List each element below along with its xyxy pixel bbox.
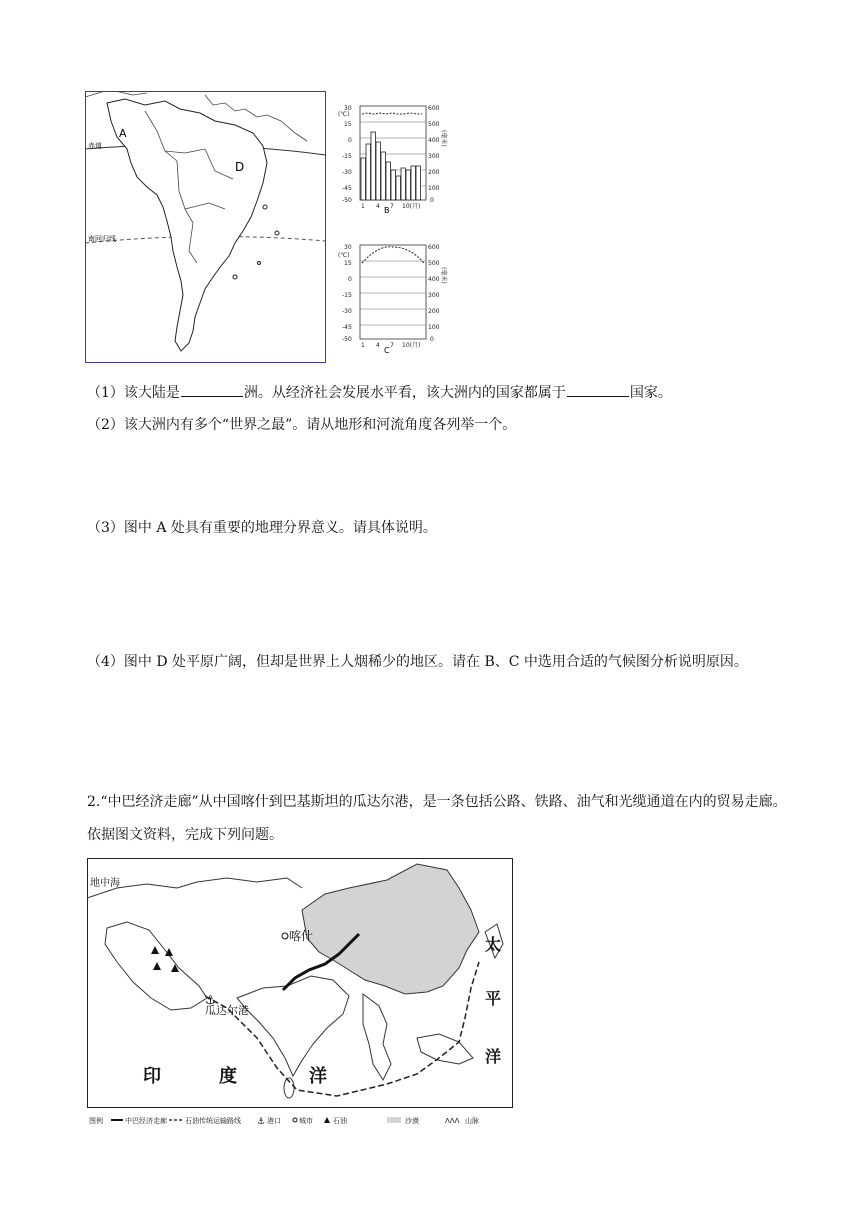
climate-chart-b (338, 100, 458, 216)
month-tick: 1 (361, 203, 365, 210)
temp-tick: -30 (342, 308, 352, 315)
precip-tick: 500 (428, 260, 440, 267)
precip-tick: 0 (430, 336, 434, 343)
temp-tick: 0 (348, 137, 352, 144)
indian-ocean-char-2: 度 (219, 1066, 237, 1087)
legend-mountain: 山脉 (465, 1117, 479, 1125)
precip-tick: 100 (428, 185, 440, 192)
question-1-part-c: 国家。 (629, 385, 672, 401)
month-tick: 7 (390, 203, 394, 210)
question-2: （2）该大洲内有多个“世界之最”。请从地形和河流角度各列举一个。 (87, 417, 517, 433)
precip-tick: 200 (428, 169, 440, 176)
south-america-map (85, 91, 326, 363)
legend-anchor-icon: ⚓ (257, 1117, 266, 1127)
precip-tick: 300 (428, 153, 440, 160)
temp-tick: -30 (342, 169, 352, 176)
temp-tick: 30 (344, 105, 352, 112)
temp-unit-c: (℃) (338, 252, 350, 259)
temp-tick: -15 (342, 292, 352, 299)
legend-oil: 石油 (333, 1117, 347, 1125)
month-tick: 4 (376, 342, 380, 349)
mediterranean-label: 地中海 (90, 878, 120, 889)
kashgar-label: 喀什 (289, 929, 314, 943)
legend-oil-route: 石油传统运输路线 (185, 1117, 241, 1125)
precip-tick: 600 (428, 105, 440, 112)
legend-desert: 沙漠 (405, 1117, 419, 1125)
month-tick: 1 (361, 342, 365, 349)
legend-title: 图例 (89, 1117, 103, 1125)
question-1-part-b: 洲。从经济社会发展水平看，该大洲内的国家都属于 (243, 385, 566, 401)
legend-port: 港口 (267, 1117, 281, 1125)
equator-label: 赤道 (88, 142, 102, 150)
precip-tick: 500 (428, 121, 440, 128)
temp-tick: -15 (342, 153, 352, 160)
corridor-map (87, 858, 513, 1128)
pacific-char-3: 洋 (485, 1047, 502, 1066)
gwadar-label: 瓜达尔港 (205, 1004, 249, 1017)
answer-blank-continent[interactable] (181, 382, 243, 397)
temp-tick: 0 (348, 276, 352, 283)
temp-unit-b: (℃) (338, 111, 350, 118)
precip-tick: 400 (428, 276, 440, 283)
question-1 (87, 382, 672, 403)
anchor-icon: ⚓ (205, 993, 216, 1007)
temp-tick: -50 (342, 197, 352, 204)
temp-tick: -45 (342, 324, 352, 331)
month-tick: 7 (390, 342, 394, 349)
month-tick: 4 (376, 203, 380, 210)
temp-tick: -45 (342, 185, 352, 192)
question-4: （4）图中 D 处平原广阔，但却是世界上人烟稀少的地区。请在 B、C 中选用合适的气候图分析说明原因。 (87, 654, 748, 670)
precip-unit-b: (毫米) (440, 130, 447, 147)
indian-ocean-char-3: 洋 (309, 1066, 327, 1087)
precip-tick: 100 (428, 324, 440, 331)
temp-tick: 30 (344, 244, 352, 251)
legend-mountain-icon: ᐱᐱᐱ (445, 1117, 460, 1125)
month-tick: 10(月) (402, 342, 421, 349)
answer-blank-development[interactable] (567, 382, 629, 397)
problem-2-intro: 2.“中巴经济走廊”从中国喀什到巴基斯坦的瓜达尔港，是一条包括公路、铁路、油气和光缆通道在内的贸易走廊。依据图文资料，完成下列问题。 (87, 794, 787, 843)
temp-tick: 15 (344, 121, 352, 128)
chart-c-label: C (384, 346, 390, 355)
precip-tick: 200 (428, 308, 440, 315)
month-tick: 10(月) (402, 203, 421, 210)
question-3: （3）图中 A 处具有重要的地理分界意义。请具体说明。 (87, 520, 437, 536)
point-a-label: A (119, 127, 127, 140)
point-d-label: D (235, 160, 245, 174)
precip-tick: 400 (428, 137, 440, 144)
legend-city: 城市 (299, 1117, 313, 1125)
legend-corridor: 中巴经济走廊 (125, 1117, 167, 1125)
temp-tick: 15 (344, 260, 352, 267)
indian-ocean-char-1: 印 (143, 1066, 161, 1087)
precip-tick: 0 (430, 197, 434, 204)
temp-tick: -50 (342, 336, 352, 343)
question-1-part-a: （1）该大陆是 (87, 385, 180, 401)
pacific-char-2: 平 (485, 989, 502, 1008)
precip-tick: 600 (428, 244, 440, 251)
precip-tick: 300 (428, 292, 440, 299)
pacific-char-1: 太 (485, 935, 502, 954)
chart-b-label: B (384, 206, 390, 215)
climate-chart-c (338, 239, 458, 355)
precip-unit-c: (毫米) (440, 267, 447, 284)
tropic-label: 南回归线 (88, 235, 116, 243)
